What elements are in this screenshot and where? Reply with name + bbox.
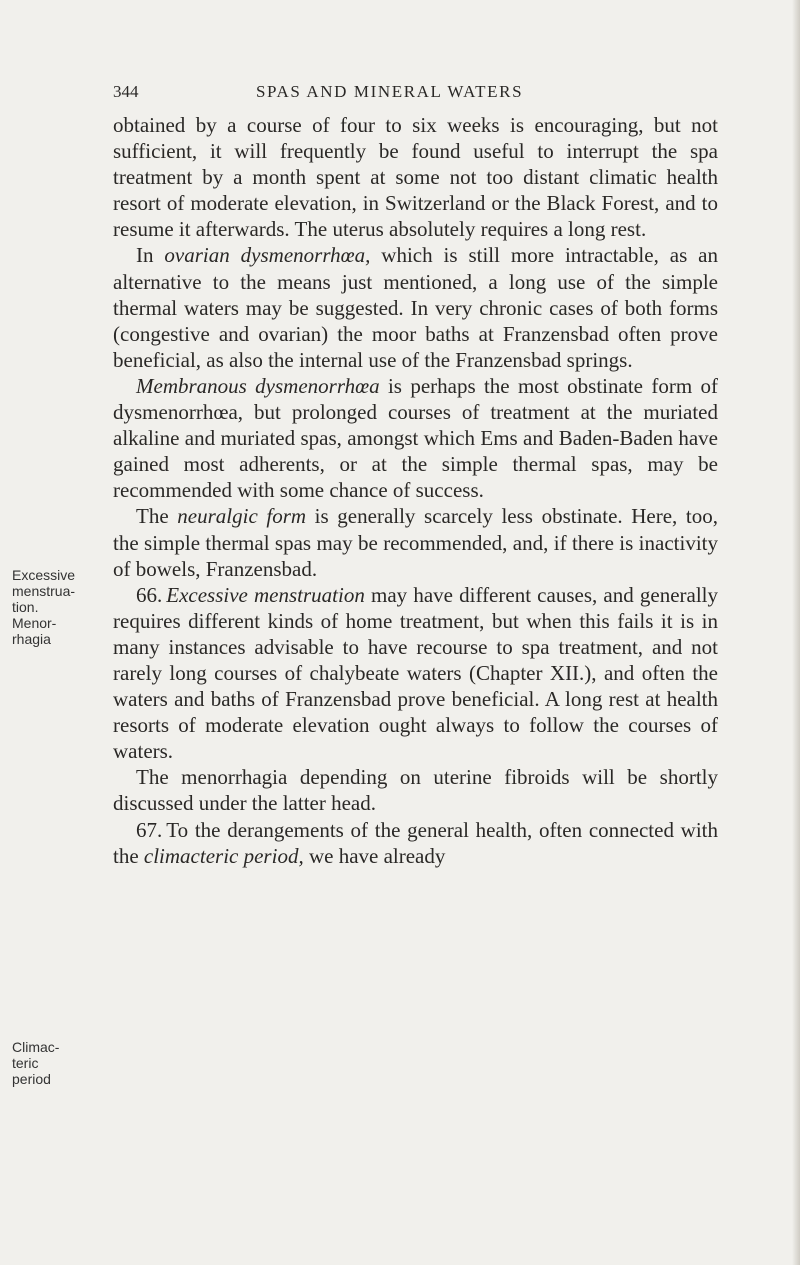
section-number-67: 67.: [136, 817, 163, 842]
emphasis-climacteric-period: climacteric period,: [143, 843, 304, 868]
sidenote-climacteric-period: [12, 1039, 110, 1087]
paragraph-continuation: obtained by a course of four to six weeks is encouraging, but not sufficient, it will frequently be found useful to interrupt the spa treatment by a month spent at some not too distant climatic health resort of moderate elevation, in Switzerland or the Black Forest, and to resume it afterwards. The uterus absolutely requires a long rest.: [113, 113, 718, 242]
paragraph-section-66: [113, 582, 718, 765]
sidenote-line: Climac-: [12, 1039, 60, 1055]
body-text: [113, 112, 718, 869]
sidenote-excessive-menstruation: [12, 567, 110, 647]
sidenote-line: menstrua-: [12, 583, 76, 599]
paragraph-lead: The: [136, 504, 178, 529]
sidenote-line: tion.: [12, 599, 39, 615]
paragraph-lead: In: [136, 243, 165, 268]
paragraph-ovarian-dysmenorrhoea: [113, 242, 718, 372]
paragraph-section-67: [113, 817, 718, 869]
emphasis-membranous-dysmenorrhoea: Membranous dysmenorrhœa: [136, 373, 380, 398]
paragraph-rest: is generally scarcely less obstinate. Here, too, the simple thermal spas may be recommended, and, if there is inactivity of bowels, Franzensbad.: [113, 504, 719, 581]
sidenote-line: teric: [12, 1055, 39, 1071]
header-title: SPAS AND MINERAL WATERS: [256, 82, 524, 101]
emphasis-neuralgic-form: neuralgic form: [177, 504, 307, 529]
emphasis-ovarian-dysmenorrhoea: ovarian dysmenorrhœa,: [164, 243, 371, 268]
paragraph-rest: is perhaps the most obstinate form of dysmenorrhœa, but prolonged courses of treatment at the muriated alkaline and muriated spas, amongst which Ems and Baden-Baden have gained most adherents, or at the simple thermal spas, may be recommended with some chance of success.: [113, 373, 718, 503]
paragraph-neuralgic-form: [113, 503, 718, 581]
sidenote-line: period: [12, 1071, 51, 1087]
emphasis-excessive-menstruation: Excessive menstruation: [166, 582, 365, 607]
paragraph-membranous-dysmenorrhoea: [113, 373, 718, 503]
running-head: [113, 80, 713, 104]
sidenote-line: rhagia: [12, 631, 51, 647]
paragraph-rest: may have different causes, and generally requires different kinds of home treatment, but when this fails it is in many instances advisable to have recourse to spa treatment, and not rarely long courses of chalybeate waters (Chapter XII.), and often the waters and baths of Franzensbad prove beneficial. A long rest at health resorts of moderate elevation ought always to follow the courses of waters.: [113, 582, 718, 764]
paragraph-lead: To the derangements of the general health, often connected with the: [113, 817, 718, 868]
paragraph-rest: which is still more intractable, as an alternative to the means just mentioned, a long use of the simple thermal waters may be suggested. In very chronic cases of both forms (congestive and ovarian) the moor baths at Franzensbad often prove beneficial, as also the internal use of the Franzensbad springs.: [113, 243, 718, 372]
paragraph-menorrhagia: The menorrhagia depending on uterine fibroids will be shortly discussed under the latter head.: [113, 765, 718, 816]
section-number-66: 66.: [136, 582, 163, 607]
sidenote-line: Excessive: [12, 567, 76, 583]
sidenote-line: Menor-: [12, 615, 57, 631]
paragraph-rest: we have already: [303, 843, 446, 868]
page-number: 344: [113, 82, 139, 101]
page-edge-shadow: [792, 0, 800, 1265]
